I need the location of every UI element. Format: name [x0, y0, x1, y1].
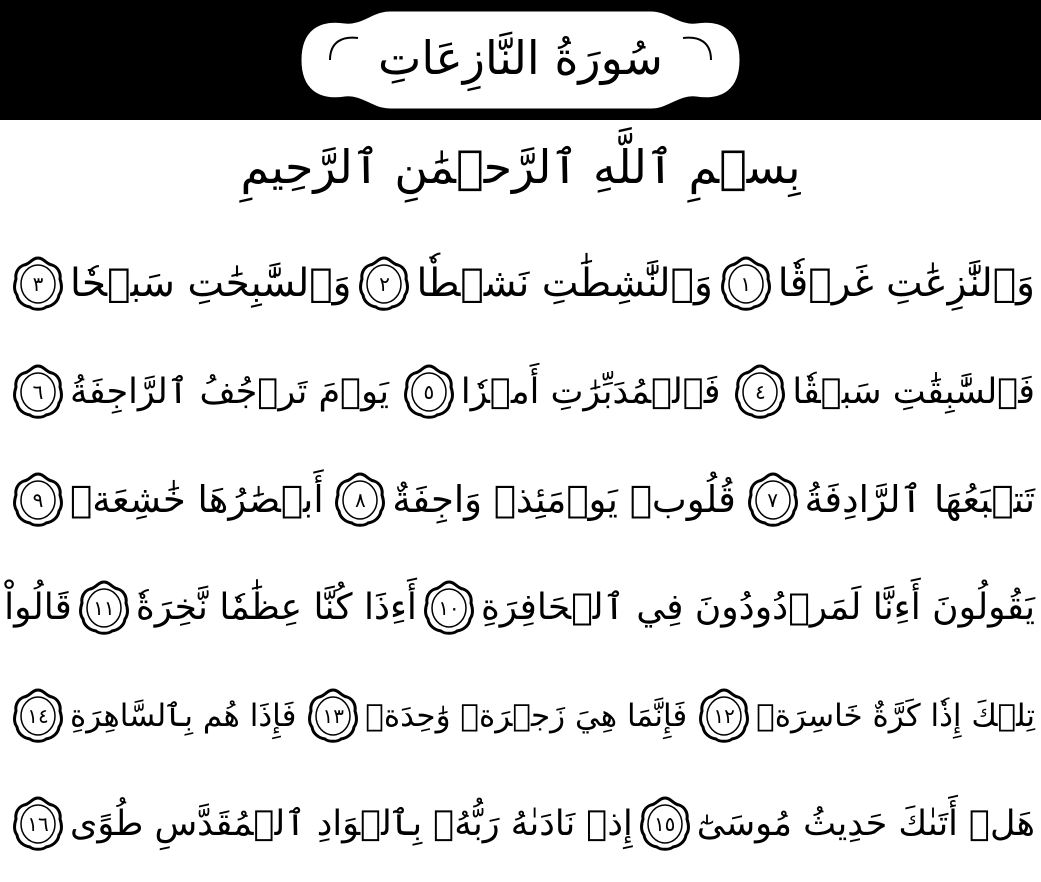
ayah-number-marker — [12, 255, 64, 313]
verse-segment — [6, 357, 389, 427]
ayah-number: ٣ — [32, 272, 44, 296]
ayah-number: ٧ — [767, 488, 778, 512]
ayah-number-marker — [423, 579, 475, 637]
verse-text: يَوۡمَ تَرۡجُفُ ٱلرَّاجِفَةُ — [70, 372, 389, 412]
verse-segment — [714, 249, 1035, 319]
verse-segment — [633, 789, 1035, 859]
verse-text: أَءِذَا كُنَّا عِظَٰمٗا نَّخِرَةٗ — [135, 587, 417, 628]
ayah-number: ١٦ — [27, 812, 49, 836]
ayah-number: ٥ — [423, 380, 435, 404]
ayah-number-marker — [639, 795, 691, 853]
verse-segment — [6, 465, 324, 535]
verse-segment — [301, 681, 687, 751]
verse-text: وَٱلنَّٰشِطَٰتِ نَشۡطٗا — [416, 261, 713, 306]
verse-text: تِلۡكَ إِذٗا كَرَّةٌ خَاسِرَةٞ — [756, 698, 1035, 734]
verse-line — [0, 554, 1041, 662]
ayah-number-marker — [12, 471, 64, 529]
verse-text: فَإِنَّمَا هِيَ زَجۡرَةٞ وَٰحِدَةٞ — [365, 698, 688, 734]
verse-segment — [6, 249, 351, 319]
ayah-number-marker — [78, 579, 130, 637]
ayah-number: ٦ — [32, 380, 44, 404]
ayah-number-marker — [747, 471, 799, 529]
verse-text: فَٱلۡمُدَبِّرَٰتِ أَمۡرٗا — [460, 372, 721, 412]
verse-segment — [397, 357, 721, 427]
verse-text: فَإِذَا هُم بِٱلسَّاهِرَةِ — [70, 698, 297, 734]
ayah-number: ١٠ — [438, 596, 460, 620]
ayah-number-marker — [334, 471, 386, 529]
ayah-number: ١١ — [93, 596, 115, 620]
verse-segment — [692, 681, 1035, 751]
ayah-number: ١ — [740, 272, 752, 296]
surah-title: سُورَةُ النَّازِعَاتِ — [378, 31, 663, 85]
verse-text: هَلۡ أَتَىٰكَ حَدِيثُ مُوسَىٰٓ — [696, 804, 1035, 844]
ayah-number-marker — [307, 687, 359, 745]
ayah-number-marker — [698, 687, 750, 745]
verse-line — [0, 662, 1041, 770]
verse-segment — [6, 789, 633, 859]
verse-segment — [72, 573, 417, 643]
verse-segment — [352, 249, 712, 319]
verse-line — [0, 338, 1041, 446]
ayah-number-marker — [734, 363, 786, 421]
verse-text: قَالُواْ — [4, 587, 72, 628]
ayah-number-marker — [12, 363, 64, 421]
ayah-number: ١٣ — [322, 704, 345, 728]
ayah-number: ١٤ — [27, 704, 49, 728]
ayah-number-marker — [12, 795, 64, 853]
verse-segment — [328, 465, 735, 535]
verse-text: فَٱلسَّٰبِقَٰتِ سَبۡقٗا — [792, 372, 1035, 412]
ayah-number: ٢ — [379, 272, 390, 296]
verse-text: إِذۡ نَادَىٰهُ رَبُّهُۥ بِٱلۡوَادِ ٱلۡمُقَدَّسِ طُوًى — [69, 804, 633, 844]
basmala: بِسۡمِ ٱللَّهِ ٱلرَّحۡمَٰنِ ٱلرَّحِيمِ — [240, 140, 801, 194]
verses-block — [0, 230, 1041, 878]
verse-text: وَٱلنَّٰزِعَٰتِ غَرۡقٗا — [777, 261, 1035, 306]
verse-text: قُلُوبٞ يَوۡمَئِذٖ وَاجِفَةٌ — [392, 478, 736, 521]
ayah-number: ٤ — [754, 380, 766, 404]
verse-text: وَٱلسَّٰبِحَٰتِ سَبۡحٗا — [70, 261, 352, 306]
ayah-number-marker — [358, 255, 410, 313]
ayah-number-marker — [403, 363, 455, 421]
verse-line — [0, 230, 1041, 338]
verse-line — [0, 446, 1041, 554]
ayah-number-marker — [12, 687, 64, 745]
ayah-number: ١٥ — [653, 812, 676, 836]
ayah-number: ١٢ — [713, 704, 735, 728]
verse-segment — [417, 573, 1035, 643]
verse-text: أَبۡصَٰرُهَا خَٰشِعَةٞ — [70, 478, 324, 521]
verse-segment — [741, 465, 1035, 535]
ayah-number: ٩ — [32, 488, 44, 512]
ayah-number-marker — [720, 255, 772, 313]
verse-segment — [728, 357, 1035, 427]
verse-text: تَتۡبَعُهَا ٱلرَّادِفَةُ — [804, 478, 1035, 521]
verse-segment — [6, 681, 296, 751]
verse-segment — [4, 573, 72, 643]
ayah-number: ٨ — [355, 488, 366, 512]
verse-text: يَقُولُونَ أَءِنَّا لَمَرۡدُودُونَ فِي ٱلۡحَافِرَةِ — [480, 587, 1035, 628]
verse-line — [0, 770, 1041, 878]
